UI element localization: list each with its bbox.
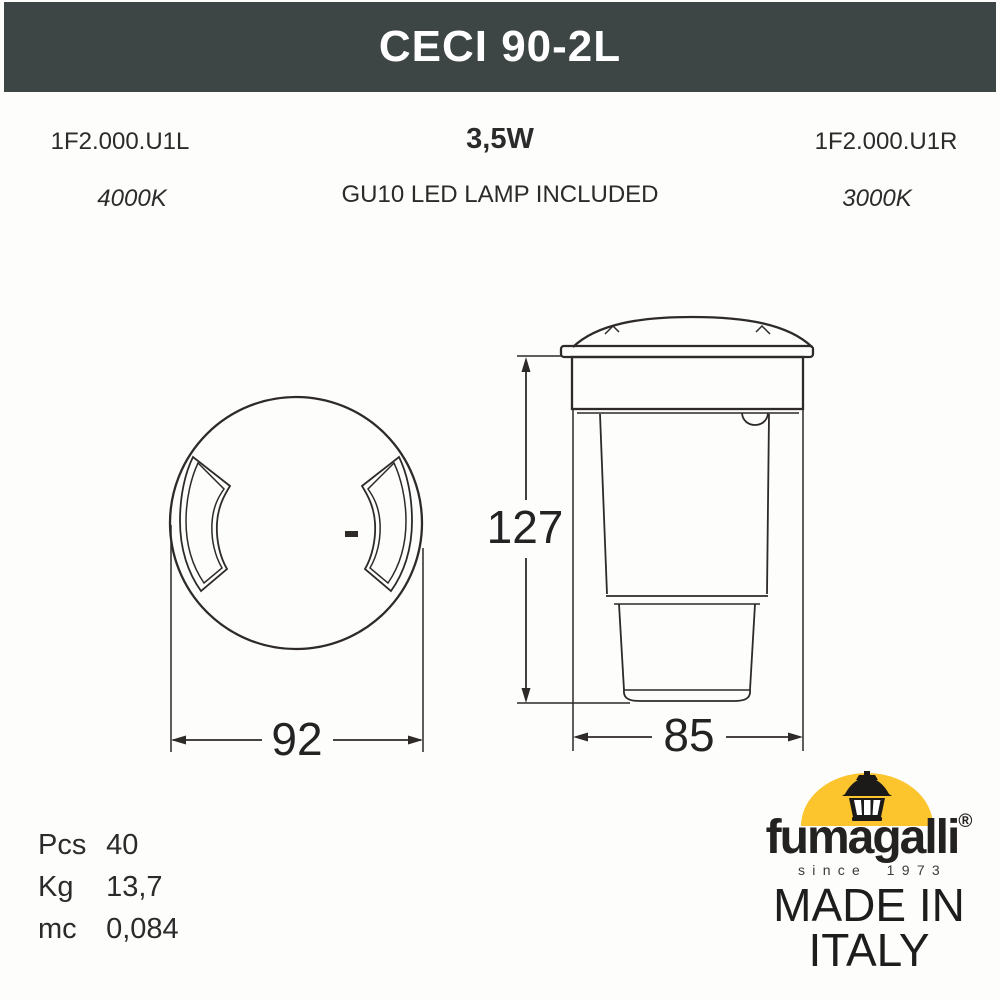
header-bar: [4, 2, 996, 92]
height-label: 127: [486, 501, 564, 553]
brand-wordmark: [764, 812, 974, 862]
registered-mark: ®: [958, 811, 973, 832]
brand-name-text: fumagalli: [765, 811, 959, 864]
pcs-value: 40: [106, 829, 139, 861]
lamp-info: GU10 LED LAMP INCLUDED: [341, 181, 659, 208]
right-aperture: [362, 457, 412, 591]
product-code-right: 1F2.000.U1R: [814, 128, 958, 155]
width-label: 85: [663, 709, 715, 760]
packaging-row-kg: [38, 866, 179, 908]
mc-label: mc: [38, 913, 77, 945]
packaging-row-pcs: [38, 824, 179, 866]
center-mark: [345, 531, 358, 537]
diameter-label: 92: [271, 713, 323, 760]
packaging-row-mc: [38, 908, 179, 950]
side-view: [561, 317, 813, 701]
made-in-line1: MADE IN: [773, 879, 965, 931]
product-code-left: 1F2.000.U1L: [50, 128, 190, 155]
flange: [561, 346, 813, 357]
packaging-info: [38, 824, 179, 950]
product-title: CECI 90-2L: [378, 22, 622, 71]
dome: [573, 317, 812, 347]
upper-body: [572, 357, 803, 409]
clip: [742, 413, 768, 425]
brand-block: [764, 766, 974, 978]
mc-value: 0,084: [106, 913, 179, 945]
front-view: [170, 397, 422, 649]
technical-drawing: [0, 280, 1000, 760]
left-aperture: [180, 457, 230, 591]
kg-label: Kg: [38, 871, 74, 903]
brand-since: since 1973: [798, 862, 947, 878]
made-in-line2: ITALY: [808, 924, 930, 976]
wattage: 3,5W: [466, 123, 534, 155]
kg-value: 13,7: [106, 871, 163, 903]
color-temp-right: 3000K: [842, 185, 912, 212]
color-temp-left: 4000K: [97, 185, 167, 212]
dimension-92: [171, 525, 423, 760]
pcs-label: Pcs: [38, 829, 87, 861]
